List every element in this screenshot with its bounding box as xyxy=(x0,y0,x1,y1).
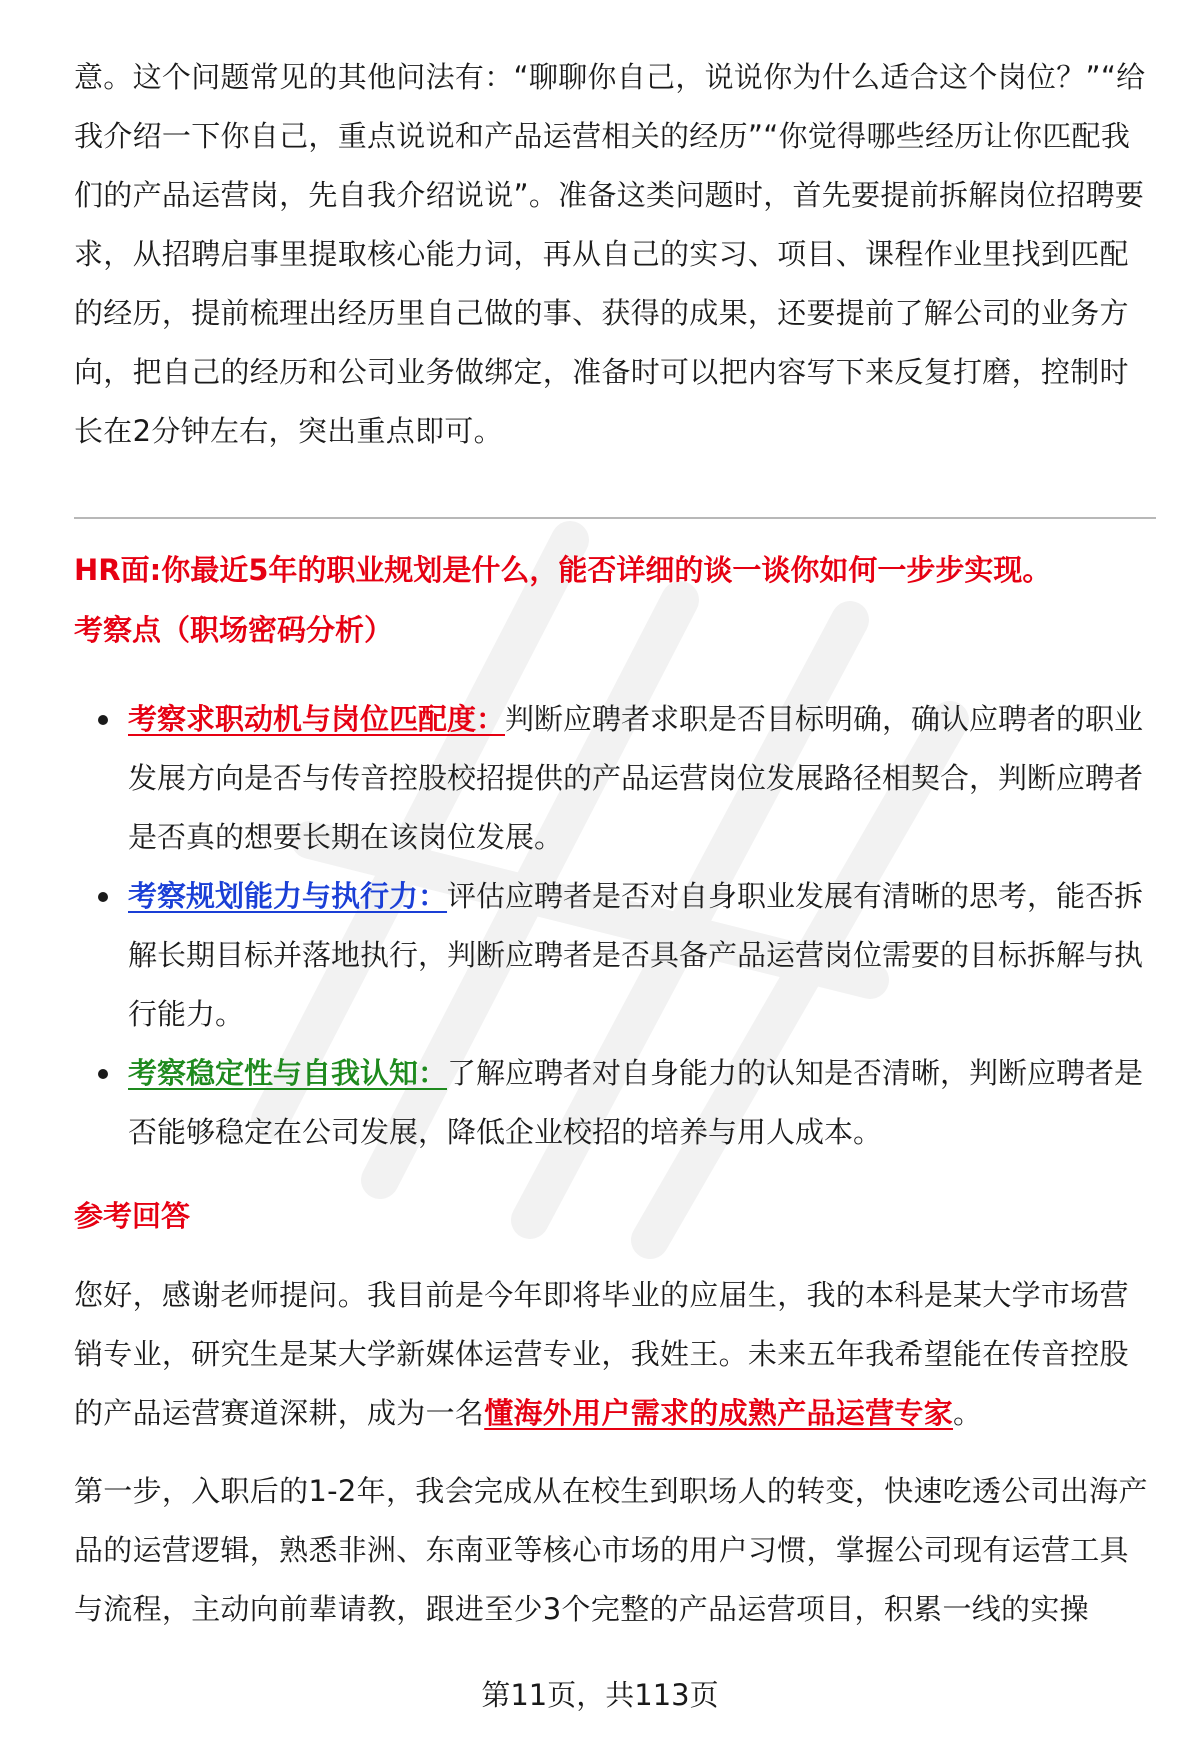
answer-text-end: 。 xyxy=(953,1396,983,1430)
bullet-icon xyxy=(98,715,108,725)
bullet-text: 评估应聘者是否对自身职业发展有清晰的思考，能否拆解长期目标并落地执行，判断应聘者是否具备产品运营岗位需要的目标拆解与执行能力。 xyxy=(128,879,1144,1031)
list-item xyxy=(74,690,1156,867)
intro-section xyxy=(74,48,1154,461)
section-divider xyxy=(74,517,1156,519)
bullet-label: 考察规划能力与执行力： xyxy=(128,879,448,913)
answer-paragraph-1 xyxy=(74,1266,1156,1443)
interview-question: HR面:你最近5年的职业规划是什么，能否详细的谈一谈你如何一步步实现。 xyxy=(74,553,1052,587)
intro-paragraph: 意。这个问题常见的其他问法有：“聊聊你自己，说说你为什么适合这个岗位？”“给我介绍一下你自己，重点说说和产品运营相关的经历”“你觉得哪些经历让你匹配我们的产品运营岗，先自我介绍说说”。准备这类问题时，首先要提前拆解岗位招聘要求，从招聘启事里提取核心能力词，再从自己的实习、项目、课程作业里找到匹配的经历，提前梳理出经历里自己做的事、获得的成果，还要提前了解公司的业务方向，把自己的经历和公司业务做绑定，准备时可以把内容写下来反复打磨，控制时长在2分钟左右，突出重点即可。 xyxy=(74,60,1146,448)
assess-section-title: 考察点（职场密码分析） xyxy=(74,613,394,647)
bullet-icon xyxy=(98,892,108,902)
bullet-text: 判断应聘者求职是否目标明确，确认应聘者的职业发展方向是否与传音控股校招提供的产品运营岗位发展路径相契合，判断应聘者是否真的想要长期在该岗位发展。 xyxy=(128,702,1144,854)
list-item xyxy=(74,867,1156,1044)
answer-paragraph-2 xyxy=(74,1462,1156,1639)
answer-section-title: 参考回答 xyxy=(74,1199,191,1233)
answer-highlight: 懂海外用户需求的成熟产品运营专家 xyxy=(484,1396,954,1430)
assess-points-list xyxy=(74,690,1156,1162)
bullet-text: 了解应聘者对自身能力的认知是否清晰，判断应聘者是否能够稳定在公司发展，降低企业校招的培养与用人成本。 xyxy=(128,1056,1144,1149)
page-footer: 第11页，共113页 xyxy=(481,1678,719,1712)
bullet-icon xyxy=(98,1069,108,1079)
bullet-label: 考察求职动机与岗位匹配度： xyxy=(128,702,506,736)
answer-text: 您好，感谢老师提问。我目前是今年即将毕业的应届生，我的本科是某大学市场营销专业，研究生是某大学新媒体运营专业，我姓王。未来五年我希望能在传音控股的产品运营赛道深耕，成为一名 xyxy=(74,1278,1129,1430)
list-item xyxy=(74,1044,1156,1162)
bullet-label: 考察稳定性与自我认知： xyxy=(128,1056,448,1090)
answer-step-1: 第一步，入职后的1-2年，我会完成从在校生到职场人的转变，快速吃透公司出海产品的运营逻辑，熟悉非洲、东南亚等核心市场的用户习惯，掌握公司现有运营工具与流程，主动向前辈请教，跟进至少3个完整的产品运营项目，积累一线的实操 xyxy=(74,1474,1148,1626)
